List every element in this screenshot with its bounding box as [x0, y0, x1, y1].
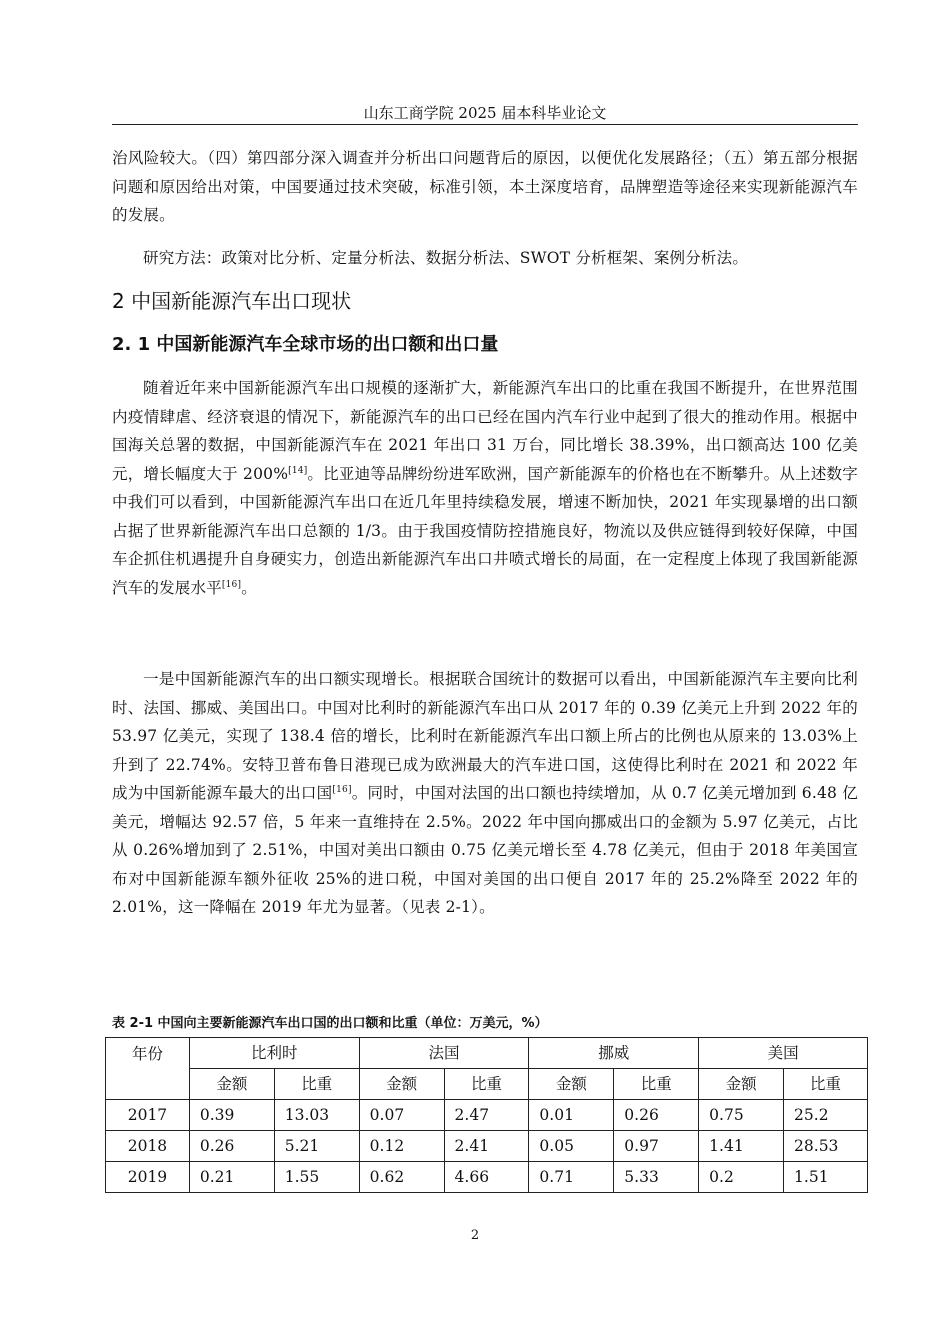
table-cell: 2.47 — [444, 1100, 529, 1131]
year-cell: 2017 — [106, 1100, 190, 1131]
table-caption: 表 2-1 中国向主要新能源汽车出口国的出口额和比重（单位：万美元，%） — [112, 1016, 548, 1031]
citation-ref[interactable]: [16] — [221, 579, 242, 590]
amount-header: 金额 — [529, 1069, 614, 1100]
table-cell: 5.21 — [274, 1131, 359, 1162]
subsection-heading: 2. 1 中国新能源汽车全球市场的出口额和出口量 — [112, 334, 499, 355]
section-heading: 2 中国新能源汽车出口现状 — [112, 289, 352, 313]
table-cell: 0.39 — [189, 1100, 274, 1131]
methods-paragraph: 研究方法：政策对比分析、定量分析法、数据分析法、SWOT 分析框架、案例分析法。 — [143, 249, 749, 267]
table-row — [106, 1100, 868, 1131]
body-text: 。 — [241, 578, 257, 597]
body-paragraph-1 — [112, 374, 858, 602]
table-cell: 0.2 — [699, 1162, 784, 1193]
body-text: 一是中国新能源汽车的出口额实现增长。根据联合国统计的数据可以看出，中国新能源汽车主要向比利时、法国、挪威、美国出口。中国对比利时的新能源汽车出口从 2017 年的 0.39 亿美元上升到 2022 年的 53.97 亿美元，实现了 138.4 倍的增长，比利时在新能源汽车出口额上所占的比例也从原来的 13.03%上升到了 22.74%。安特卫普布鲁日港现已成为欧洲最大的汽车进口国，这使得比利时在 2021 和 2022 年成为中国新能源车最大的出口国 — [112, 670, 858, 802]
table-cell: 0.01 — [529, 1100, 614, 1131]
share-header: 比重 — [444, 1069, 529, 1100]
table-cell: 13.03 — [274, 1100, 359, 1131]
table-subheader-row — [106, 1069, 868, 1100]
table-cell: 1.55 — [274, 1162, 359, 1193]
body-text: 。同时，中国对法国的出口额也持续增加，从 0.7 亿美元增加到 6.48 亿美元，增幅达 92.57 倍，5 年来一直维持在 2.5%。2022 年中国向挪威出口的金额为 5.97 亿美元，占比从 0.26%增加到了 2.51%，中国对美出口额由 0.75 亿美元增长至 4.78 亿美元，但由于 2018 年美国宣布对中国新能源车额外征收 25%的进口税，中国对美国的出口便自 2017 年的 25.2%降至 2022 年的 2.01%，这一降幅在 2019 年尤为显著。（见表 2-1）。 — [112, 784, 858, 916]
table-cell: 1.51 — [784, 1162, 868, 1193]
table-cell: 2.41 — [444, 1131, 529, 1162]
country-header: 法国 — [359, 1038, 529, 1069]
table-cell: 0.62 — [359, 1162, 444, 1193]
amount-header: 金额 — [359, 1069, 444, 1100]
citation-ref[interactable]: [14] — [288, 465, 308, 476]
year-header: 年份 — [106, 1038, 190, 1100]
country-header: 比利时 — [189, 1038, 359, 1069]
table-cell: 5.33 — [614, 1162, 699, 1193]
table-cell: 0.05 — [529, 1131, 614, 1162]
table-row — [106, 1162, 868, 1193]
table-cell: 28.53 — [784, 1131, 868, 1162]
country-header: 挪威 — [529, 1038, 699, 1069]
share-header: 比重 — [614, 1069, 699, 1100]
table-cell: 25.2 — [784, 1100, 868, 1131]
share-header: 比重 — [784, 1069, 868, 1100]
page-header: 山东工商学院 2025 届本科毕业论文 — [363, 104, 607, 122]
citation-ref[interactable]: [16] — [332, 784, 352, 795]
table-cell: 0.75 — [699, 1100, 784, 1131]
intro-paragraph: 治风险较大。（四）第四部分深入调查并分析出口问题背后的原因，以便优化发展路径；（五）第五部分根据问题和原因给出对策，中国要通过技术突破，标准引领，本土深度培育，品牌塑造等途径来实现新能源汽车的发展。 — [112, 149, 858, 224]
body-paragraph-2 — [112, 665, 858, 922]
table-cell: 0.21 — [189, 1162, 274, 1193]
table-cell: 0.12 — [359, 1131, 444, 1162]
amount-header: 金额 — [189, 1069, 274, 1100]
year-cell: 2019 — [106, 1162, 190, 1193]
table-cell: 4.66 — [444, 1162, 529, 1193]
table-row — [106, 1131, 868, 1162]
table-cell: 0.26 — [189, 1131, 274, 1162]
share-header: 比重 — [274, 1069, 359, 1100]
table-cell: 0.26 — [614, 1100, 699, 1131]
header-divider — [112, 124, 858, 125]
table-cell: 1.41 — [699, 1131, 784, 1162]
export-table — [105, 1037, 868, 1193]
year-cell: 2018 — [106, 1131, 190, 1162]
table-cell: 0.97 — [614, 1131, 699, 1162]
table-cell: 0.71 — [529, 1162, 614, 1193]
page-number: 2 — [470, 1228, 480, 1243]
table-cell: 0.07 — [359, 1100, 444, 1131]
body-text: 。比亚迪等品牌纷纷进军欧洲，国产新能源车的价格也在不断攀升。从上述数字中我们可以看到，中国新能源汽车出口在近几年里持续稳发展，增速不断加快，2021 年实现暴增的出口额占据了世界新能源汽车出口总额的 1/3。由于我国疫情防控措施良好，物流以及供应链得到较好保障，中国车企抓住机遇提升自身硬实力，创造出新能源汽车出口井喷式增长的局面，在一定程度上体现了我国新能源汽车的发展水平 — [112, 464, 858, 597]
table-header-row — [106, 1038, 868, 1069]
country-header: 美国 — [699, 1038, 868, 1069]
body-text: 随着近年来中国新能源汽车出口规模的逐渐扩大，新能源汽车出口的比重在我国不断提升，在世界范围内疫情肆虐、经济衰退的情况下，新能源汽车的出口已经在国内汽车行业中起到了很大的推动作用。根据中国海关总署的数据，中国新能源汽车在 2021 年出口 31 万台，同比增长 38.39%，出口额高达 100 亿美元，增长幅度大于 200% — [112, 379, 858, 483]
amount-header: 金额 — [699, 1069, 784, 1100]
